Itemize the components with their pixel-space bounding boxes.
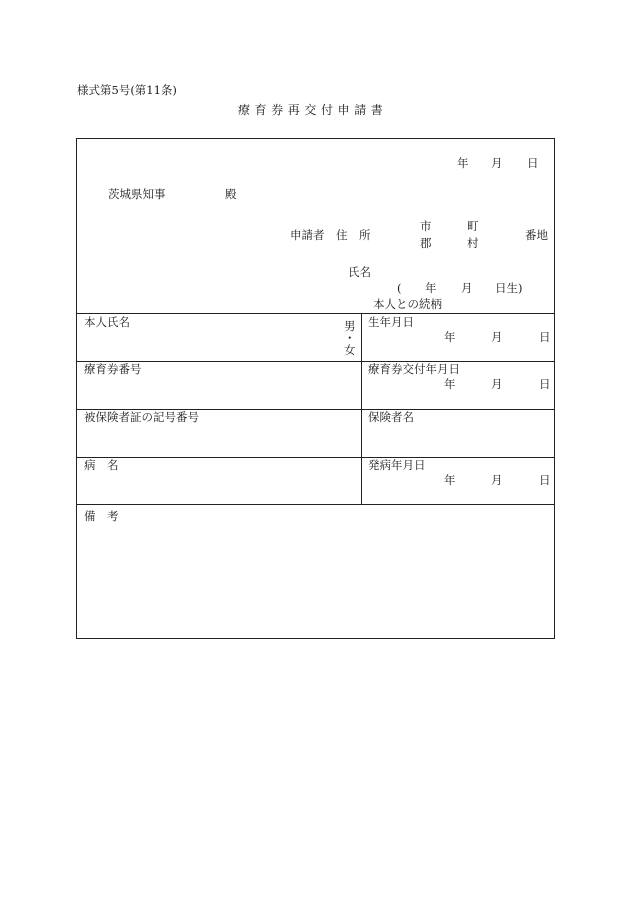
county-label: 郡 [420, 236, 432, 250]
relationship-label: 本人との続柄 [373, 297, 442, 311]
remarks-label: 備 考 [84, 509, 119, 523]
applicant-label: 申請者 [290, 228, 325, 242]
recipient-governor: 茨城県知事 [108, 187, 166, 201]
issue-date-label: 療育券交付年月日 [368, 362, 460, 376]
applicant-birth-day: 日生) [495, 281, 523, 295]
applicant-birth-year: 年 [425, 281, 437, 295]
application-form [76, 138, 555, 639]
date-day-label: 日 [527, 156, 539, 170]
sex-female: 女 [344, 343, 356, 357]
sex-male: 男 [344, 319, 356, 333]
village-label: 村 [467, 236, 479, 250]
insurance-number-label: 被保険者証の記号番号 [84, 410, 199, 424]
insurer-name-label: 保険者名 [368, 410, 414, 424]
applicant-birth-month: 月 [461, 281, 473, 295]
form-number: 様式第5号(第11条) [77, 83, 177, 97]
row-divider [77, 313, 554, 314]
sex-separator: ・ [344, 331, 356, 345]
town-label: 町 [467, 219, 479, 233]
onset-date-month: 月 [491, 473, 503, 487]
birthdate-label: 生年月日 [368, 315, 414, 329]
lot-number-label: 番地 [525, 228, 548, 242]
issue-date-day: 日 [539, 377, 551, 391]
row-divider [77, 361, 554, 362]
city-label: 市 [420, 219, 432, 233]
onset-date-label: 発病年月日 [368, 458, 426, 472]
recipient-honorific: 殿 [225, 187, 237, 201]
applicant-name-label: 氏名 [348, 265, 371, 279]
address-label: 住 所 [336, 228, 371, 242]
birthdate-month: 月 [491, 330, 503, 344]
disease-name-label: 病 名 [84, 458, 119, 472]
date-year-label: 年 [457, 156, 469, 170]
issue-date-year: 年 [444, 377, 456, 391]
onset-date-year: 年 [444, 473, 456, 487]
birthdate-day: 日 [539, 330, 551, 344]
onset-date-day: 日 [539, 473, 551, 487]
birthdate-year: 年 [444, 330, 456, 344]
column-divider [361, 313, 362, 504]
row-divider [77, 457, 554, 458]
document-title: 療育券再交付申請書 [238, 103, 388, 117]
row-divider [77, 504, 554, 505]
card-number-label: 療育券番号 [84, 362, 142, 376]
date-month-label: 月 [491, 156, 503, 170]
issue-date-month: 月 [491, 377, 503, 391]
applicant-birth-open: ( [397, 281, 402, 295]
person-name-label: 本人氏名 [84, 315, 130, 329]
